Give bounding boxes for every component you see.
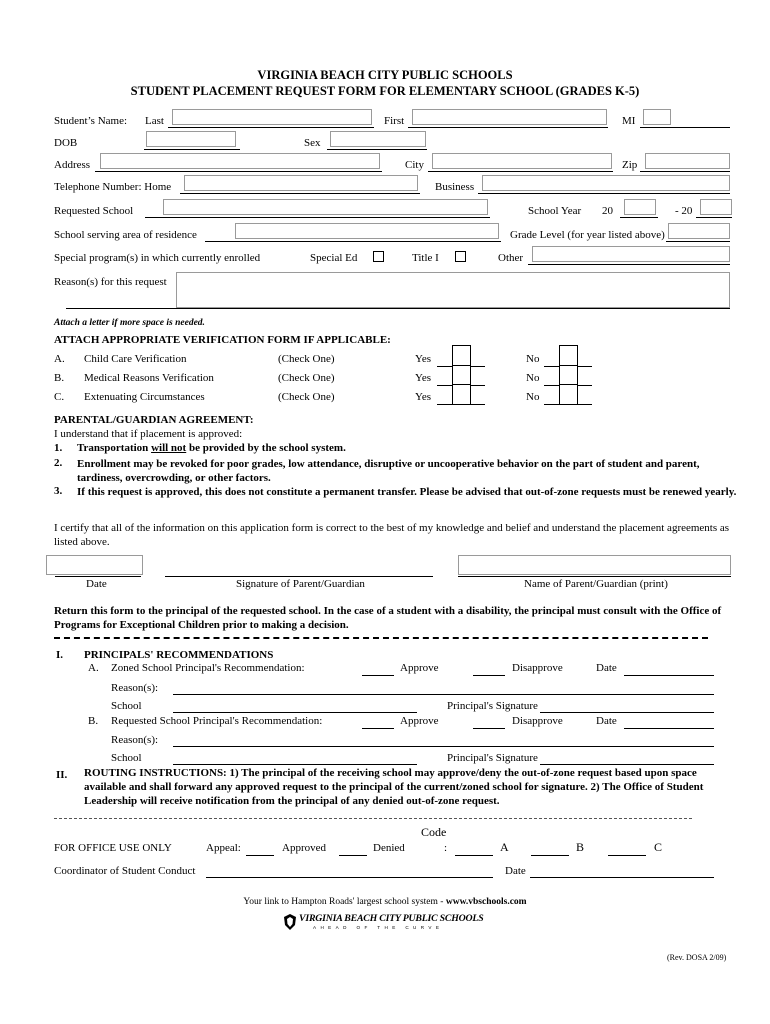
verification-heading: ATTACH APPROPRIATE VERIFICATION FORM IF APPLICABLE: (54, 334, 391, 346)
requested-school-line[interactable] (173, 764, 417, 765)
parent-signature-label: Signature of Parent/Guardian (236, 578, 365, 590)
office-use-label: FOR OFFICE USE ONLY (54, 842, 172, 854)
grade-level-line (666, 241, 730, 242)
zoned-reasons-line[interactable] (173, 694, 714, 695)
verification-b-no-checkbox[interactable] (559, 365, 578, 386)
school-year-start-field[interactable] (624, 199, 656, 215)
appeal-label: Appeal: (206, 842, 241, 854)
last-name-field[interactable] (172, 109, 372, 125)
requested-signature-line[interactable] (540, 764, 714, 765)
sex-line (327, 149, 427, 150)
zoned-school-label: School (111, 700, 142, 712)
form-title-line2: STUDENT PLACEMENT REQUEST FORM FOR ELEMENTARY SCHOOL (GRADES K-5) (130, 84, 640, 98)
requested-school-label: Requested School (54, 205, 134, 217)
requested-approve-label: Approve (400, 715, 439, 727)
first-name-line (408, 127, 608, 128)
section-divider-dashed (54, 637, 708, 639)
serving-area-field[interactable] (235, 223, 499, 239)
zip-field[interactable] (645, 153, 730, 169)
zip-line (640, 171, 730, 172)
agreement-item2-num: 2. (54, 457, 63, 469)
mi-label: MI (622, 115, 636, 127)
verification-a-yes-checkbox[interactable] (452, 345, 471, 366)
requested-rec-label: Requested School Principal's Recommendation: (111, 715, 323, 727)
parent-signature-line[interactable] (165, 576, 433, 577)
agreement-item2: Enrollment may be revoked for poor grades, low attendance, disruptive or uncooperative behavior on the part of student and parent, tardiness, overcrowding, or other factors. (77, 458, 700, 484)
zoned-rec-letter: A. (88, 662, 99, 674)
code-b-label: B (576, 840, 585, 854)
grade-level-field[interactable] (668, 223, 730, 239)
verification-c-check-one: (Check One) (278, 391, 335, 403)
grade-level-label: Grade Level (for year listed above) (510, 229, 665, 241)
coordinator-date-line[interactable] (530, 877, 714, 878)
zoned-approve-blank[interactable] (362, 675, 394, 676)
agreement-item1-num: 1. (54, 442, 63, 454)
code-a-label: A (500, 840, 509, 854)
verification-a-no-checkbox[interactable] (559, 345, 578, 366)
requested-disapprove-blank[interactable] (473, 728, 505, 729)
sex-field[interactable] (330, 131, 426, 147)
verification-c-label: Extenuating Circumstances (84, 391, 205, 403)
zoned-disapprove-label: Disapprove (512, 662, 563, 674)
logo-tagline: AHEAD OF THE CURVE (313, 925, 444, 930)
agreement-item3-num: 3. (54, 485, 63, 497)
office-code-label: Code (421, 825, 447, 839)
parent-name-print-field[interactable] (458, 555, 731, 575)
code-colon: : (444, 842, 448, 854)
agreement-item1-pre: Transportation (77, 442, 152, 454)
address-label: Address (54, 159, 91, 171)
school-year-label: School Year (528, 205, 582, 217)
verification-b-check-one: (Check One) (278, 372, 335, 384)
city-label: City (405, 159, 424, 171)
code-c-label: C (654, 840, 663, 854)
verification-a-yes-label: Yes (415, 353, 432, 365)
parent-name-print-line (458, 576, 731, 577)
address-field[interactable] (100, 153, 380, 169)
code-c-blank[interactable] (608, 855, 646, 856)
zoned-date-line[interactable] (624, 675, 714, 676)
zoned-approve-label: Approve (400, 662, 439, 674)
business-phone-label: Business (435, 181, 475, 193)
agreement-item3: If this request is approved, this does not constitute a permanent transfer. Please be advised that out-of-zone requests must be renewed yearly. (77, 486, 737, 498)
logo-wordmark: VIRGINIA BEACH CITY PUBLIC SCHOOLS (299, 913, 484, 924)
verification-b-yes-label: Yes (415, 372, 432, 384)
agreement-item1-post: be provided by the school system. (186, 442, 346, 454)
principals-section-num: I. (56, 649, 64, 661)
serving-area-line (205, 241, 501, 242)
dob-field[interactable] (146, 131, 236, 147)
reason-line (66, 308, 730, 309)
footer-website-link[interactable]: www.vbschools.com (445, 897, 527, 907)
mi-field[interactable] (643, 109, 671, 125)
zoned-disapprove-blank[interactable] (473, 675, 505, 676)
approved-label: Approved (282, 842, 326, 854)
requested-signature-label: Principal's Signature (447, 752, 538, 764)
address-line (95, 171, 382, 172)
verification-b-letter: B. (54, 372, 65, 384)
serving-area-label: School serving area of residence (54, 229, 197, 241)
coordinator-line[interactable] (206, 877, 493, 878)
other-program-field[interactable] (532, 246, 730, 262)
verification-b-no-label: No (526, 372, 540, 384)
school-year-start-line (620, 217, 658, 218)
principals-heading: PRINCIPALS' RECOMMENDATIONS (84, 649, 274, 661)
sex-label: Sex (304, 137, 321, 149)
title-i-label: Title I (412, 252, 439, 264)
requested-reasons-label: Reason(s): (111, 734, 159, 746)
special-ed-checkbox[interactable] (373, 251, 384, 262)
zoned-signature-label: Principal's Signature (447, 700, 538, 712)
verification-a-label: Child Care Verification (84, 353, 187, 365)
last-name-label: Last (145, 115, 164, 127)
reason-label: Reason(s) for this request (54, 276, 167, 288)
office-divider-dotted (54, 818, 692, 819)
dob-line (144, 149, 240, 150)
telephone-home-field[interactable] (184, 175, 418, 191)
code-a-blank[interactable] (455, 855, 493, 856)
requested-date-label: Date (596, 715, 617, 727)
verification-c-yes-label: Yes (415, 391, 432, 403)
mi-line (640, 127, 730, 128)
other-program-line (528, 264, 730, 265)
verification-c-no-label: No (526, 391, 540, 403)
revision-label: (Rev. DOSA 2/09) (667, 953, 727, 962)
zip-label: Zip (622, 159, 638, 171)
agreement-intro: I understand that if placement is approved: (54, 428, 243, 440)
approved-blank[interactable] (339, 855, 367, 856)
special-program-label: Special program(s) in which currently enrolled (54, 252, 261, 264)
vbcps-logo (283, 913, 484, 935)
requested-approve-blank[interactable] (362, 728, 394, 729)
first-name-field[interactable] (412, 109, 607, 125)
zoned-school-line[interactable] (173, 712, 417, 713)
verification-b-label: Medical Reasons Verification (84, 372, 214, 384)
first-name-label: First (384, 115, 405, 127)
verification-c-no-checkbox[interactable] (559, 384, 578, 405)
city-line (428, 171, 613, 172)
requested-rec-letter: B. (88, 715, 99, 727)
agreement-heading: PARENTAL/GUARDIAN AGREEMENT: (54, 414, 254, 426)
requested-school-field[interactable] (163, 199, 488, 215)
denied-label: Denied (373, 842, 405, 854)
form-title-line1: VIRGINIA BEACH CITY PUBLIC SCHOOLS (257, 68, 513, 82)
zoned-reasons-label: Reason(s): (111, 682, 159, 694)
requested-date-line[interactable] (624, 728, 714, 729)
last-name-line (168, 127, 374, 128)
zoned-rec-label: Zoned School Principal's Recommendation: (111, 662, 305, 674)
telephone-home-line (180, 193, 420, 194)
attach-note: Attach a letter if more space is needed. (54, 318, 205, 328)
student-name-label: Student’s Name: (54, 115, 128, 127)
requested-disapprove-label: Disapprove (512, 715, 563, 727)
school-crest-icon (283, 914, 297, 930)
verification-a-no-label: No (526, 353, 540, 365)
school-year-20-end: - 20 (675, 205, 693, 217)
city-field[interactable] (432, 153, 612, 169)
telephone-home-label: Telephone Number: Home (54, 181, 172, 193)
parent-date-label: Date (86, 578, 107, 590)
requested-school-line (145, 217, 490, 218)
school-year-end-line (696, 217, 732, 218)
code-b-blank[interactable] (531, 855, 569, 856)
parent-date-line (55, 576, 141, 577)
zoned-date-label: Date (596, 662, 617, 674)
special-ed-label: Special Ed (310, 252, 358, 264)
footer-link-line (0, 897, 770, 907)
verification-c-letter: C. (54, 391, 65, 403)
business-phone-line (478, 193, 730, 194)
school-year-end-field[interactable] (700, 199, 732, 215)
footer-link-text: Your link to Hampton Roads' largest school system - (243, 897, 446, 907)
agreement-item1 (77, 442, 346, 454)
certify-statement: I certify that all of the information on this application form is correct to the best of my knowledge and belief and understand the placement agreements as listed above. (54, 522, 730, 548)
other-program-label: Other (498, 252, 524, 264)
requested-school-label: School (111, 752, 142, 764)
agreement-item1-emphasis: will not (151, 442, 187, 454)
parent-name-print-label: Name of Parent/Guardian (print) (524, 578, 668, 590)
verification-a-letter: A. (54, 353, 65, 365)
verification-b-yes-checkbox[interactable] (452, 365, 471, 386)
parent-date-field[interactable] (46, 555, 143, 575)
routing-instructions: ROUTING INSTRUCTIONS: 1) The principal of the receiving school may approve/deny the out-of-zone request based upon space available and shall forward any approved request to the principal of the current/zoned school for signature. 2) The Office of Student Leadership will receive notification from the principal of any denied out-of-zone request. (84, 767, 704, 807)
verification-c-yes-checkbox[interactable] (452, 384, 471, 405)
appeal-blank[interactable] (246, 855, 274, 856)
coordinator-date-label: Date (505, 865, 526, 877)
return-instructions: Return this form to the principal of the requested school. In the case of a student with a disability, the principal must consult with the Office of Programs for Exceptional Children prior to making a decision. (54, 605, 722, 631)
school-year-20-start: 20 (602, 205, 613, 217)
title-i-checkbox[interactable] (455, 251, 466, 262)
zoned-signature-line[interactable] (540, 712, 714, 713)
requested-reasons-line[interactable] (173, 746, 714, 747)
coordinator-label: Coordinator of Student Conduct (54, 865, 196, 877)
verification-a-check-one: (Check One) (278, 353, 335, 365)
dob-label: DOB (54, 137, 78, 149)
reason-field[interactable] (176, 272, 730, 308)
business-phone-field[interactable] (482, 175, 730, 191)
routing-section-num: II. (56, 769, 68, 781)
